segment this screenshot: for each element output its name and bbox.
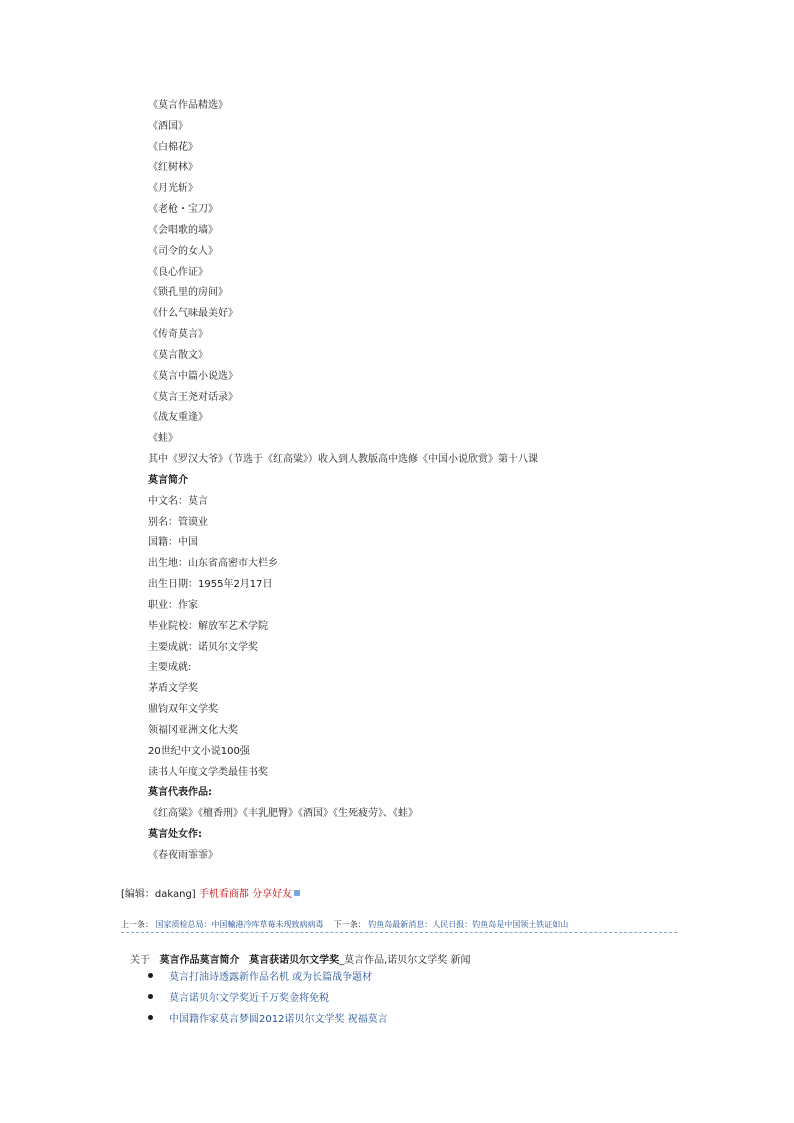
work-title: 《白棉花》 bbox=[148, 142, 198, 153]
work-title: 《红树林》 bbox=[148, 162, 198, 173]
info-line: 毕业院校：解放军艺术学院 bbox=[148, 621, 268, 632]
work-title: 《战友重逢》 bbox=[148, 412, 208, 423]
dashed-divider bbox=[121, 932, 677, 933]
prev-label: 上一条： bbox=[121, 920, 153, 929]
work-title: 《莫言作品精选》 bbox=[148, 100, 228, 111]
work-title: 《莫言王尧对话录》 bbox=[148, 392, 238, 403]
related-item bbox=[148, 992, 329, 1006]
award-line: 20世纪中文小说100强 bbox=[148, 746, 250, 757]
info-line: 主要成就: bbox=[148, 662, 192, 673]
section-heading: 莫言简介 bbox=[148, 475, 188, 486]
related-link[interactable]: 莫言诺贝尔文学奖近千万奖金将免税 bbox=[169, 993, 329, 1004]
work-title: 《传奇莫言》 bbox=[148, 329, 208, 340]
prev-article-link[interactable]: 国家质检总局：中国輸港冷库草莓未现致病病毒 bbox=[155, 920, 324, 929]
award-line: 读书人年度文学类最佳书奖 bbox=[148, 767, 268, 778]
work-title: 《司令的女人》 bbox=[148, 246, 218, 257]
work-title: 《锁孔里的房间》 bbox=[148, 287, 228, 298]
info-line: 出生日期：1955年2月17日 bbox=[148, 579, 273, 590]
about-rest: _莫言作品,诺贝尔文学奖 新闻 bbox=[339, 955, 471, 966]
work-title: 《月光斩》 bbox=[148, 183, 198, 194]
info-line: 国籍：中国 bbox=[148, 537, 198, 548]
work-title: 《老枪・宝刀》 bbox=[148, 204, 218, 215]
info-line: 出生地：山东省高密市大栏乡 bbox=[148, 558, 278, 569]
work-title: 《蛙》 bbox=[148, 433, 178, 444]
related-item bbox=[148, 1013, 388, 1027]
works-list: 《红高粱》《檀香刑》《丰乳肥臀》《酒国》《生死疲劳》、《蛙》 bbox=[148, 808, 418, 819]
bullet-icon bbox=[148, 973, 153, 978]
about-prefix: 关于 bbox=[130, 955, 150, 966]
section-heading: 莫言代表作品: bbox=[148, 787, 212, 798]
debut-work: 《春夜雨霏霏》 bbox=[148, 850, 218, 861]
info-line: 职业：作家 bbox=[148, 600, 198, 611]
work-title: 《酒国》 bbox=[148, 121, 188, 132]
section-heading: 莫言处女作: bbox=[148, 829, 202, 840]
share-friends-link[interactable]: 分享好友 bbox=[252, 889, 293, 900]
mobile-view-link[interactable]: 手机看商都 bbox=[198, 889, 249, 900]
work-title: 《良心作证》 bbox=[148, 267, 208, 278]
info-line: 别名：管谟业 bbox=[148, 517, 208, 528]
related-link[interactable]: 中国籍作家莫言梦圆2012诺贝尔文学奖 祝福莫言 bbox=[169, 1014, 388, 1025]
info-line: 中文名：莫言 bbox=[148, 496, 208, 507]
next-article-link[interactable]: 钓鱼岛最新消息：人民日报：钓鱼岛是中国领土铁证如山 bbox=[368, 920, 569, 929]
next-label: 下一条： bbox=[333, 920, 366, 929]
work-title: 《什么气味最美好》 bbox=[148, 308, 238, 319]
about-line bbox=[130, 954, 470, 968]
prev-next-nav bbox=[121, 919, 568, 931]
info-line: 主要成就：诺贝尔文学奖 bbox=[148, 642, 258, 653]
share-icon[interactable] bbox=[294, 890, 300, 896]
editor-line bbox=[121, 888, 300, 902]
award-line: 茅盾文学奖 bbox=[148, 683, 198, 694]
related-item bbox=[148, 971, 372, 985]
work-title: 《莫言散文》 bbox=[148, 350, 208, 361]
award-line: 鼎钧双年文学奖 bbox=[148, 704, 218, 715]
paragraph: 其中《罗汉大爷》（节选于《红高粱》）收入到人教版高中选修《中国小说欣赏》第十八课 bbox=[148, 454, 538, 465]
award-line: 领福冈亚洲文化大奖 bbox=[148, 725, 238, 736]
bullet-icon bbox=[148, 994, 153, 999]
related-link[interactable]: 莫言打油诗透露新作品名机 或为长篇战争题材 bbox=[169, 972, 373, 983]
editor-label: [编辑：dakang] bbox=[121, 889, 196, 900]
work-title: 《莫言中篇小说选》 bbox=[148, 371, 238, 382]
work-title: 《会唱歌的墙》 bbox=[148, 225, 218, 236]
about-tag-link[interactable]: 莫言获诺贝尔文学奖 bbox=[249, 955, 340, 966]
bullet-icon bbox=[148, 1015, 153, 1020]
about-tag-link[interactable]: 莫言作品莫言简介 bbox=[159, 955, 240, 966]
